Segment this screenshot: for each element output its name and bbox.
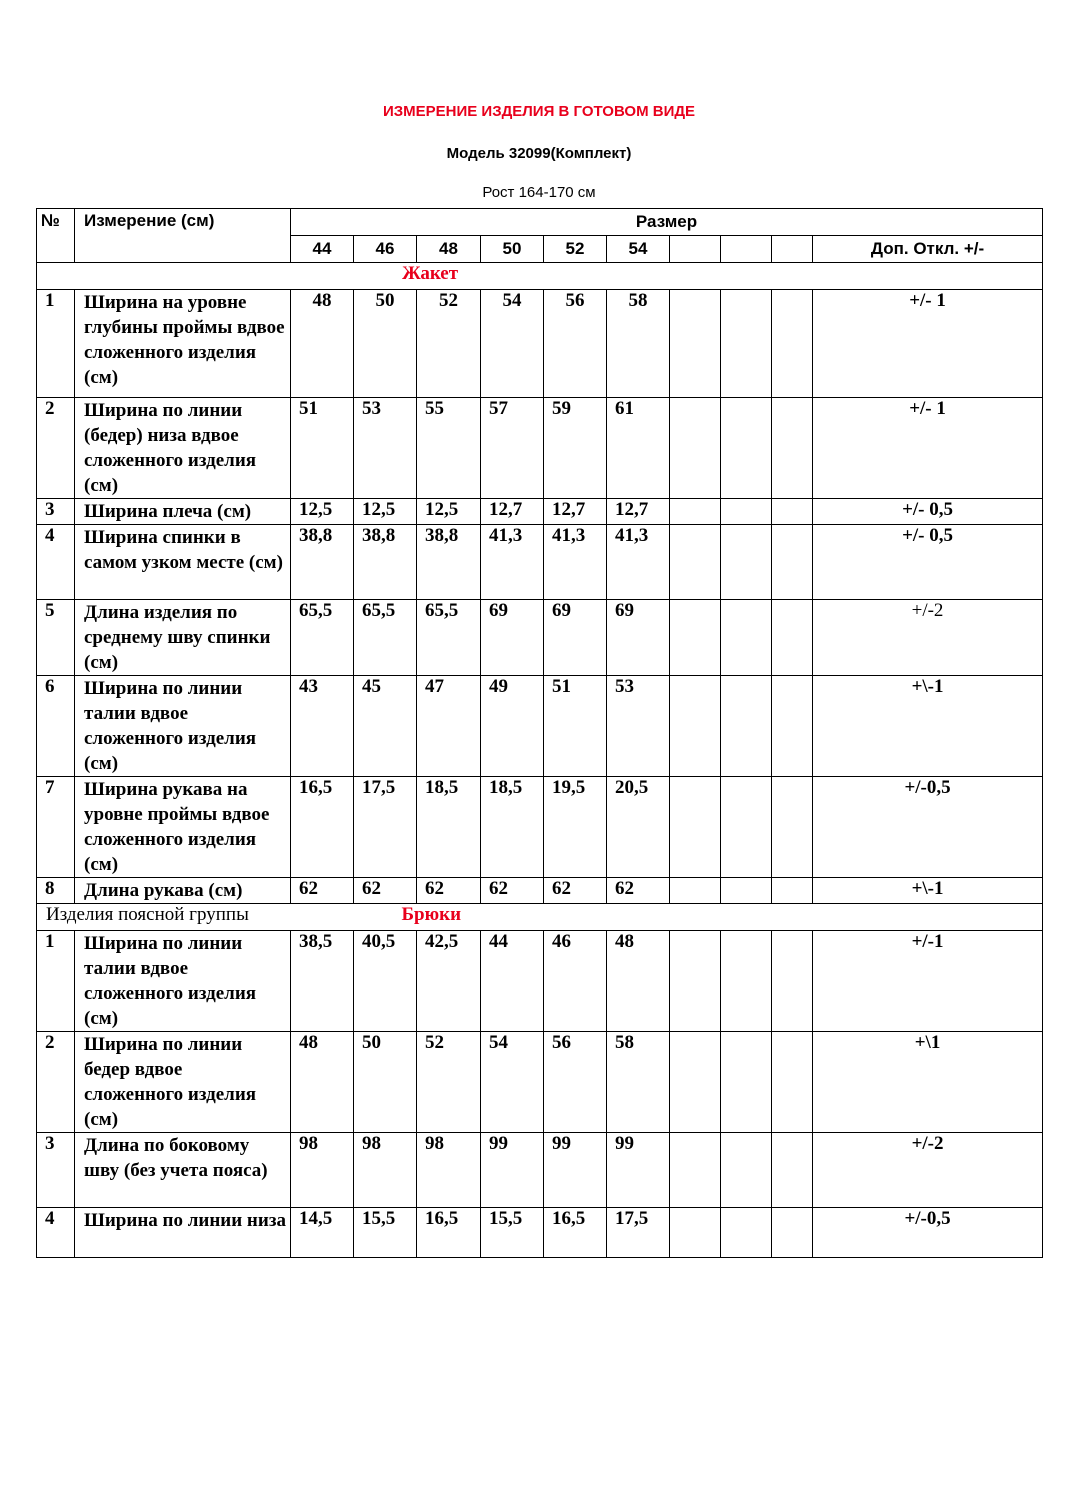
- row-number: 6: [37, 676, 75, 777]
- empty-cell: [670, 290, 721, 398]
- size-value: 62: [481, 878, 544, 904]
- size-value: 65,5: [291, 600, 354, 676]
- empty-cell: [670, 1032, 721, 1133]
- model-label: Модель 32099(Комплект): [446, 145, 632, 162]
- size-value: 62: [607, 878, 670, 904]
- tolerance-value: +/-0,5: [813, 1208, 1043, 1258]
- header-size-52: 52: [544, 236, 607, 263]
- height-label: Рост 164-170 см: [482, 184, 596, 201]
- size-value: 38,5: [291, 931, 354, 1032]
- tolerance-value: +/- 0,5: [813, 499, 1043, 525]
- size-value: 43: [291, 676, 354, 777]
- section-row-jacket: [37, 263, 1043, 290]
- size-value: 40,5: [354, 931, 417, 1032]
- size-value: 53: [607, 676, 670, 777]
- header-empty-cell: [721, 236, 772, 263]
- table-row: [37, 777, 1043, 878]
- measurement-table: [36, 208, 1043, 1258]
- measurement-name: Ширина по линии талии вдвое сложенного изделия (см): [75, 931, 291, 1032]
- empty-cell: [670, 676, 721, 777]
- section-label-jacket: Жакет: [37, 263, 1043, 290]
- size-value: 42,5: [417, 931, 481, 1032]
- size-value: 58: [607, 1032, 670, 1133]
- size-value: 54: [481, 290, 544, 398]
- empty-cell: [772, 290, 813, 398]
- size-value: 12,7: [544, 499, 607, 525]
- measurement-name: Ширина по линии талии вдвое сложенного изделия (см): [75, 676, 291, 777]
- empty-cell: [721, 931, 772, 1032]
- empty-cell: [772, 525, 813, 600]
- size-value: 99: [607, 1133, 670, 1208]
- row-number: 3: [37, 499, 75, 525]
- size-value: 56: [544, 290, 607, 398]
- table-row: [37, 878, 1043, 904]
- empty-cell: [772, 1133, 813, 1208]
- size-value: 62: [354, 878, 417, 904]
- header-tolerance: Доп. Откл. +/-: [813, 236, 1043, 263]
- table-row: [37, 290, 1043, 398]
- tolerance-value: +\1: [813, 1032, 1043, 1133]
- row-number: 2: [37, 398, 75, 499]
- empty-cell: [721, 600, 772, 676]
- table-row: [37, 398, 1043, 499]
- section-label-trousers: Брюки: [401, 904, 462, 925]
- size-value: 52: [417, 290, 481, 398]
- size-value: 41,3: [481, 525, 544, 600]
- size-value: 15,5: [354, 1208, 417, 1258]
- empty-cell: [772, 1032, 813, 1133]
- size-value: 61: [607, 398, 670, 499]
- empty-cell: [670, 1208, 721, 1258]
- tolerance-value: +/-1: [813, 931, 1043, 1032]
- header-empty-cell: [670, 236, 721, 263]
- measurement-name: Ширина на уровне глубины проймы вдвое сложенного изделия (см): [75, 290, 291, 398]
- size-value: 98: [291, 1133, 354, 1208]
- size-value: 62: [544, 878, 607, 904]
- table-row: [37, 600, 1043, 676]
- table-row: [37, 1133, 1043, 1208]
- empty-cell: [721, 1133, 772, 1208]
- size-value: 52: [417, 1032, 481, 1133]
- row-number: 2: [37, 1032, 75, 1133]
- size-value: 62: [291, 878, 354, 904]
- size-value: 20,5: [607, 777, 670, 878]
- empty-cell: [721, 525, 772, 600]
- size-value: 12,5: [354, 499, 417, 525]
- measurement-name: Ширина плеча (см): [75, 499, 291, 525]
- tolerance-value: +/-0,5: [813, 777, 1043, 878]
- size-value: 41,3: [544, 525, 607, 600]
- size-value: 45: [354, 676, 417, 777]
- table-row: [37, 525, 1043, 600]
- size-value: 18,5: [481, 777, 544, 878]
- size-value: 55: [417, 398, 481, 499]
- empty-cell: [670, 878, 721, 904]
- measurement-name: Ширина рукава на уровне проймы вдвое сложенного изделия (см): [75, 777, 291, 878]
- row-number: 4: [37, 1208, 75, 1258]
- size-value: 48: [291, 290, 354, 398]
- row-number: 8: [37, 878, 75, 904]
- size-value: 99: [481, 1133, 544, 1208]
- size-value: 50: [354, 290, 417, 398]
- header-number: №: [37, 209, 75, 263]
- empty-cell: [670, 398, 721, 499]
- header-size: Размер: [291, 209, 1043, 236]
- size-value: 17,5: [354, 777, 417, 878]
- tolerance-value: +/-2: [813, 600, 1043, 676]
- size-value: 99: [544, 1133, 607, 1208]
- size-value: 15,5: [481, 1208, 544, 1258]
- size-value: 62: [417, 878, 481, 904]
- row-number: 4: [37, 525, 75, 600]
- empty-cell: [721, 676, 772, 777]
- table-row: [37, 499, 1043, 525]
- size-value: 12,7: [481, 499, 544, 525]
- empty-cell: [772, 1208, 813, 1258]
- jacket-rows: [37, 290, 1043, 904]
- measurement-name: Ширина по линии (бедер) низа вдвое сложенного изделия (см): [75, 398, 291, 499]
- size-value: 16,5: [417, 1208, 481, 1258]
- size-value: 38,8: [291, 525, 354, 600]
- tolerance-value: +/- 0,5: [813, 525, 1043, 600]
- size-value: 56: [544, 1032, 607, 1133]
- tolerance-value: +/- 1: [813, 290, 1043, 398]
- group-label: Изделия поясной группы: [46, 904, 249, 925]
- size-value: 50: [354, 1032, 417, 1133]
- empty-cell: [772, 676, 813, 777]
- measurement-name: Длина по боковому шву (без учета пояса): [75, 1133, 291, 1208]
- size-value: 47: [417, 676, 481, 777]
- header-row: [37, 209, 1043, 236]
- trousers-rows: [37, 931, 1043, 1258]
- empty-cell: [772, 600, 813, 676]
- measurement-name: Длина изделия по среднему шву спинки (см): [75, 600, 291, 676]
- size-value: 48: [607, 931, 670, 1032]
- size-value: 46: [544, 931, 607, 1032]
- empty-cell: [772, 931, 813, 1032]
- header-size-48: 48: [417, 236, 481, 263]
- header-measurement: Измерение (см): [75, 209, 291, 263]
- size-value: 14,5: [291, 1208, 354, 1258]
- row-number: 3: [37, 1133, 75, 1208]
- header-size-54: 54: [607, 236, 670, 263]
- size-value: 16,5: [544, 1208, 607, 1258]
- table-row: [37, 676, 1043, 777]
- size-value: 98: [354, 1133, 417, 1208]
- empty-cell: [772, 499, 813, 525]
- size-value: 12,7: [607, 499, 670, 525]
- empty-cell: [721, 1208, 772, 1258]
- size-value: 38,8: [354, 525, 417, 600]
- table-row: [37, 1208, 1043, 1258]
- size-value: 16,5: [291, 777, 354, 878]
- tolerance-value: +\-1: [813, 676, 1043, 777]
- empty-cell: [670, 600, 721, 676]
- measurement-name: Ширина спинки в самом узком месте (см): [75, 525, 291, 600]
- header-size-46: 46: [354, 236, 417, 263]
- measurement-name: Ширина по линии низа: [75, 1208, 291, 1258]
- empty-cell: [670, 931, 721, 1032]
- size-value: 59: [544, 398, 607, 499]
- size-value: 44: [481, 931, 544, 1032]
- header-size-44: 44: [291, 236, 354, 263]
- size-value: 12,5: [291, 499, 354, 525]
- size-value: 51: [544, 676, 607, 777]
- size-value: 41,3: [607, 525, 670, 600]
- size-value: 48: [291, 1032, 354, 1133]
- size-value: 38,8: [417, 525, 481, 600]
- size-value: 98: [417, 1133, 481, 1208]
- size-value: 49: [481, 676, 544, 777]
- empty-cell: [721, 878, 772, 904]
- empty-cell: [670, 525, 721, 600]
- empty-cell: [721, 398, 772, 499]
- size-value: 65,5: [417, 600, 481, 676]
- row-number: 5: [37, 600, 75, 676]
- document-title: ИЗМЕРЕНИЕ ИЗДЕЛИЯ В ГОТОВОМ ВИДЕ: [382, 103, 696, 120]
- measurement-name: Ширина по линии бедер вдвое сложенного изделия (см): [75, 1032, 291, 1133]
- section-row-trousers: [37, 904, 1043, 931]
- empty-cell: [721, 499, 772, 525]
- empty-cell: [721, 1032, 772, 1133]
- size-value: 58: [607, 290, 670, 398]
- size-value: 69: [607, 600, 670, 676]
- empty-cell: [772, 878, 813, 904]
- row-number: 1: [37, 290, 75, 398]
- row-number: 1: [37, 931, 75, 1032]
- header-empty-cell: [772, 236, 813, 263]
- tolerance-value: +/- 1: [813, 398, 1043, 499]
- empty-cell: [670, 499, 721, 525]
- empty-cell: [772, 398, 813, 499]
- size-value: 51: [291, 398, 354, 499]
- size-value: 12,5: [417, 499, 481, 525]
- empty-cell: [721, 777, 772, 878]
- size-value: 53: [354, 398, 417, 499]
- size-value: 69: [481, 600, 544, 676]
- measurement-name: Длина рукава (см): [75, 878, 291, 904]
- tolerance-value: +\-1: [813, 878, 1043, 904]
- empty-cell: [772, 777, 813, 878]
- size-value: 18,5: [417, 777, 481, 878]
- table-row: [37, 931, 1043, 1032]
- empty-cell: [670, 1133, 721, 1208]
- header-size-50: 50: [481, 236, 544, 263]
- size-value: 57: [481, 398, 544, 499]
- size-value: 17,5: [607, 1208, 670, 1258]
- row-number: 7: [37, 777, 75, 878]
- size-value: 69: [544, 600, 607, 676]
- size-value: 65,5: [354, 600, 417, 676]
- size-value: 54: [481, 1032, 544, 1133]
- table-row: [37, 1032, 1043, 1133]
- tolerance-value: +/-2: [813, 1133, 1043, 1208]
- size-value: 19,5: [544, 777, 607, 878]
- empty-cell: [670, 777, 721, 878]
- empty-cell: [721, 290, 772, 398]
